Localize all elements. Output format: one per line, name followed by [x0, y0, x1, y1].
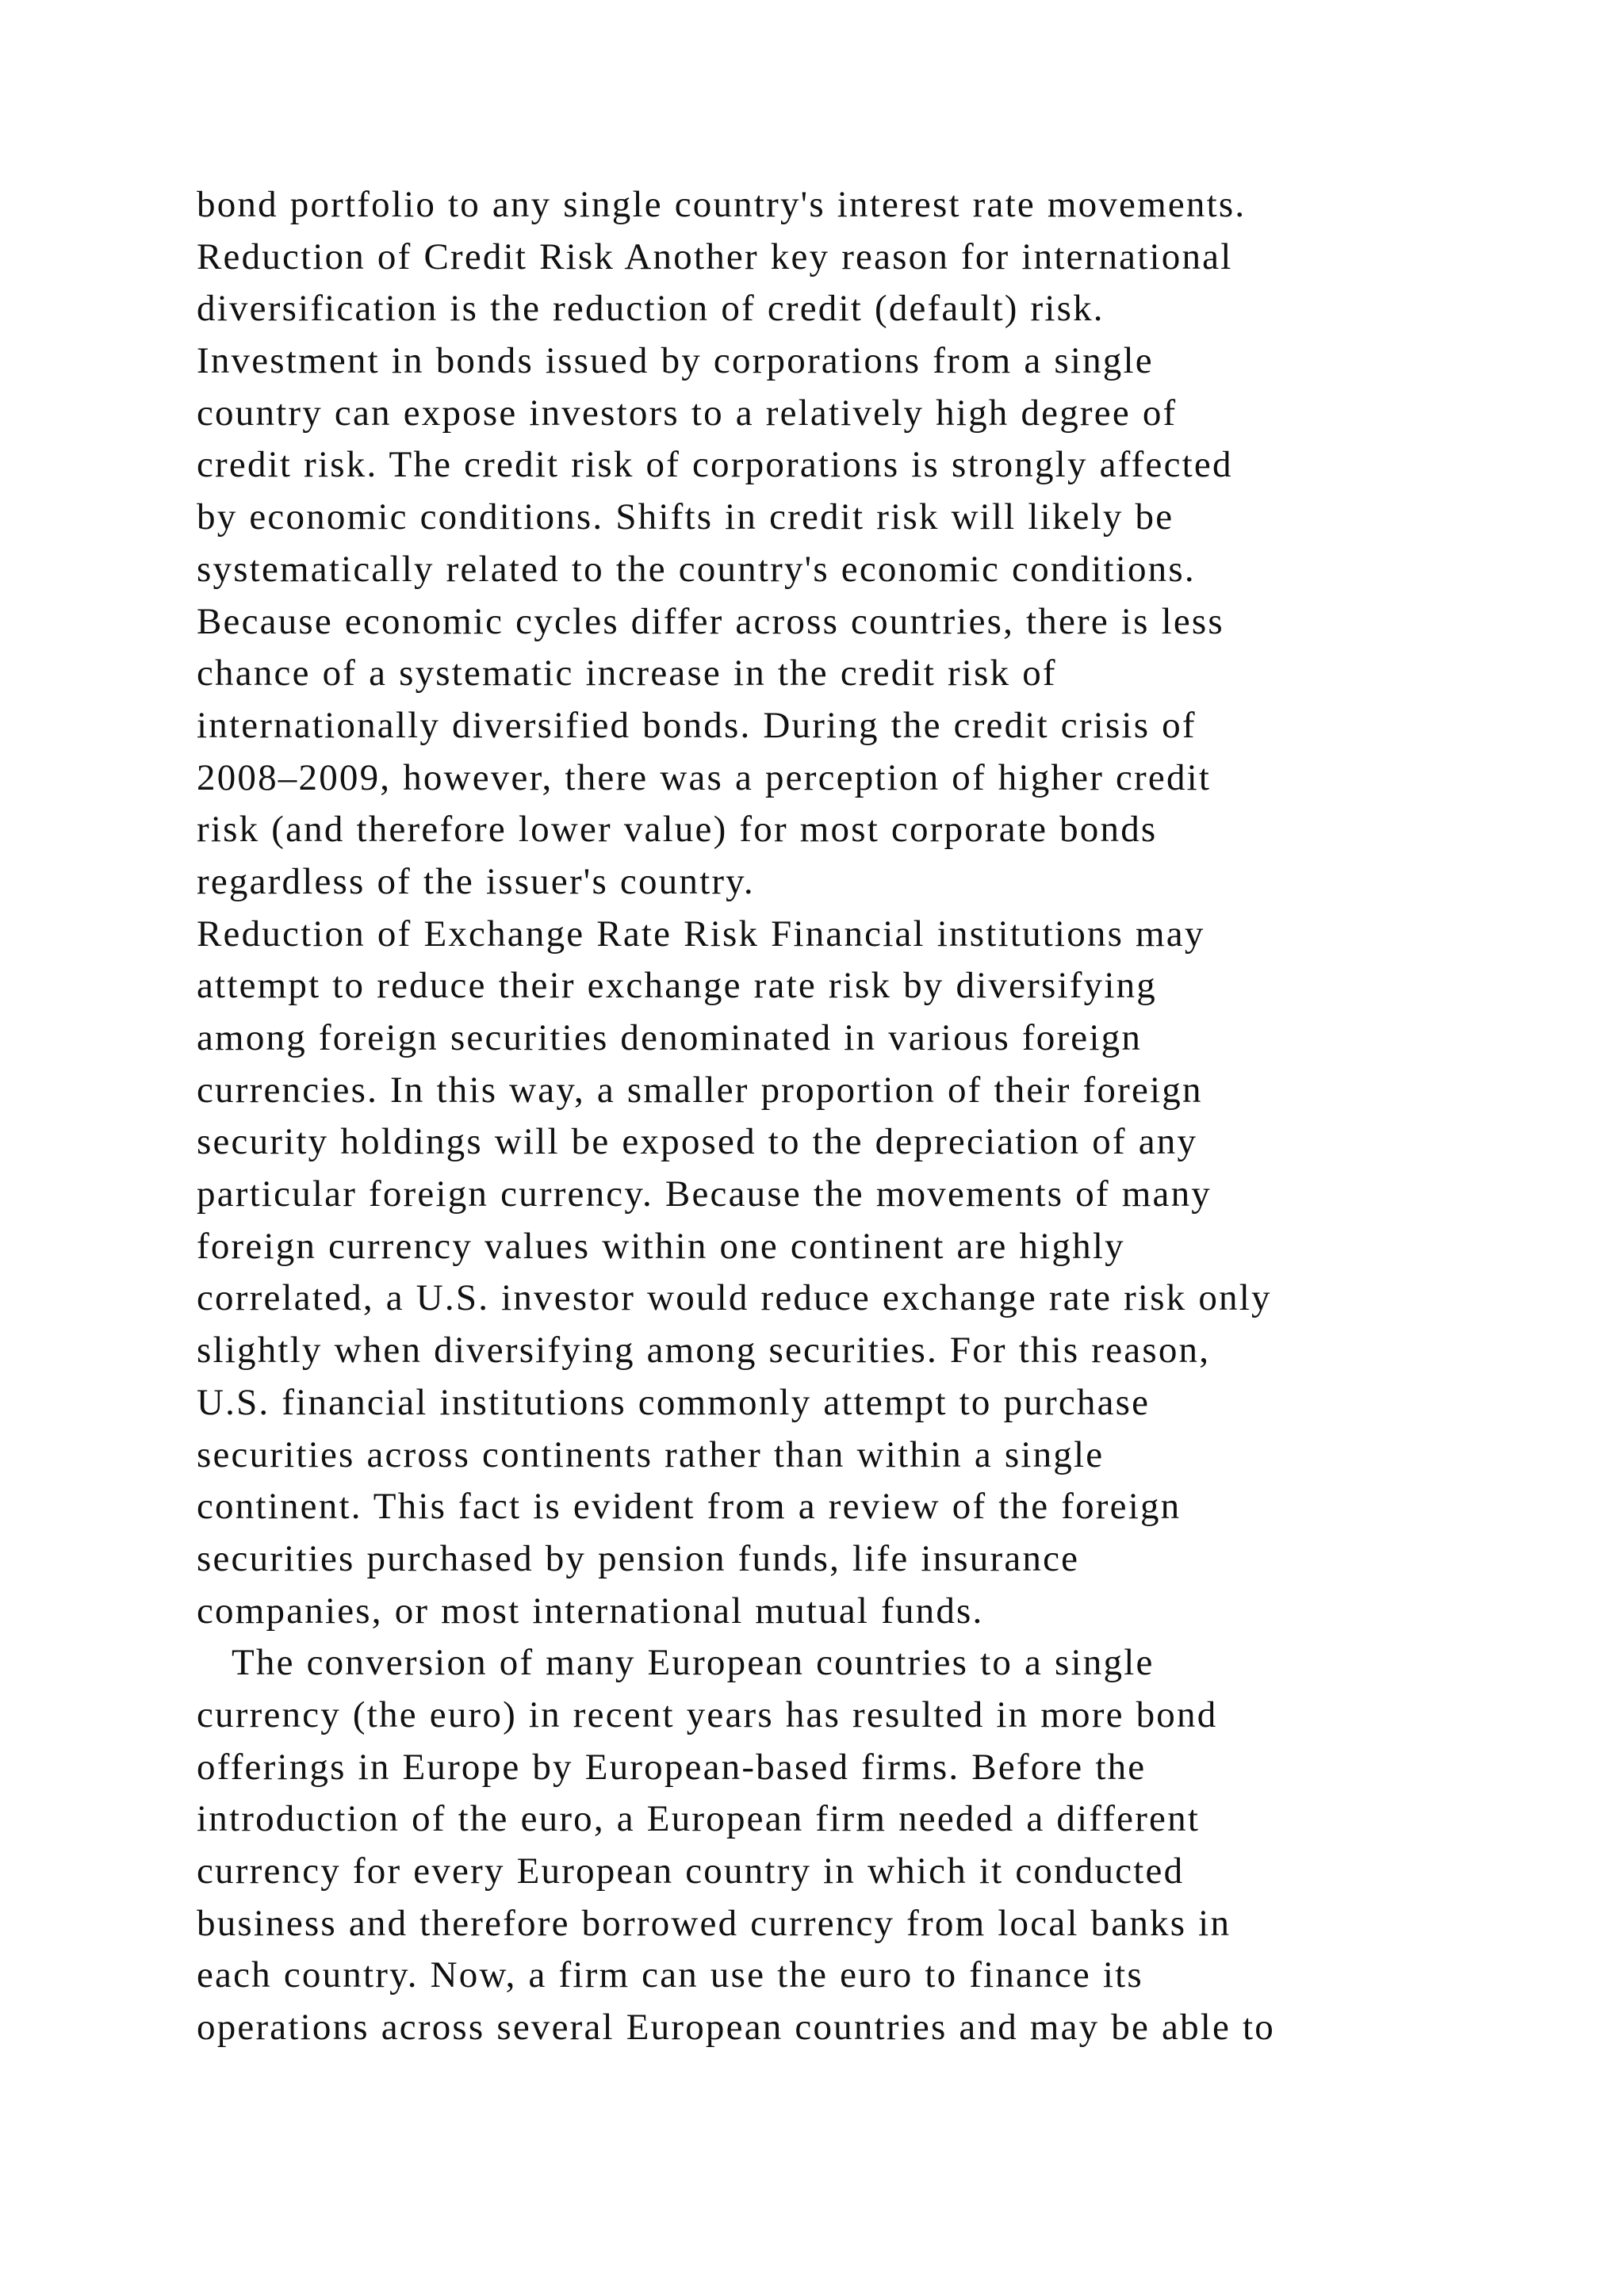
text-line: country can expose investors to a relatively high degree of	[197, 392, 1178, 434]
text-line: companies, or most international mutual funds.	[197, 1590, 984, 1632]
text-line: Investment in bonds issued by corporations from a single	[197, 340, 1154, 382]
text-line: foreign currency values within one continent are highly	[197, 1225, 1125, 1267]
text-line: securities across continents rather than within a single	[197, 1433, 1105, 1475]
text-line: bond portfolio to any single country's interest rate movements.	[197, 184, 1247, 225]
text-line: each country. Now, a firm can use the euro to finance its	[197, 1954, 1143, 1996]
text-line: currencies. In this way, a smaller proportion of their foreign	[197, 1069, 1203, 1111]
text-line: offerings in Europe by European-based firms. Before the	[197, 1746, 1147, 1788]
text-line: currency (the euro) in recent years has resulted in more bond	[197, 1693, 1218, 1735]
text-line: chance of a systematic increase in the credit risk of	[197, 652, 1057, 695]
text-line: The conversion of many European countries to a single	[197, 1642, 1155, 1684]
text-line: correlated, a U.S. investor would reduce exchange rate risk only	[197, 1277, 1272, 1319]
body-text	[197, 179, 1529, 2054]
text-line: risk (and therefore lower value) for most corporate bonds	[197, 809, 1158, 851]
text-line: Reduction of Credit Risk Another key reason for international	[197, 235, 1233, 277]
text-line: diversification is the reduction of credit (default) risk.	[197, 288, 1105, 330]
text-line: slightly when diversifying among securities. For this reason,	[197, 1330, 1211, 1372]
text-line: regardless of the issuer's country.	[197, 860, 755, 902]
text-line: introduction of the euro, a European firm needed a different	[197, 1798, 1201, 1840]
text-line: securities purchased by pension funds, life insurance	[197, 1537, 1080, 1579]
text-line: security holdings will be exposed to the depreciation of any	[197, 1121, 1198, 1163]
text-line: internationally diversified bonds. During the credit crisis of	[197, 704, 1197, 746]
text-line: credit risk. The credit risk of corporations is strongly affected	[197, 444, 1233, 486]
text-line: among foreign securities denominated in various foreign	[197, 1017, 1143, 1058]
text-line: 2008–2009, however, there was a perception of higher credit	[197, 756, 1212, 798]
text-line: U.S. financial institutions commonly attempt to purchase	[197, 1381, 1151, 1423]
text-line: continent. This fact is evident from a review of the foreign	[197, 1486, 1182, 1528]
text-line: attempt to reduce their exchange rate risk by diversifying	[197, 965, 1157, 1007]
text-line: currency for every European country in which it conducted	[197, 1850, 1185, 1892]
text-line: Reduction of Exchange Rate Risk Financial institutions may	[197, 913, 1205, 955]
text-line: by economic conditions. Shifts in credit risk will likely be	[197, 496, 1174, 538]
text-line: systematically related to the country's economic conditions.	[197, 548, 1196, 590]
text-line: operations across several European countries and may be able to	[197, 2007, 1276, 2049]
text-line: particular foreign currency. Because the movements of many	[197, 1173, 1212, 1215]
text-line: business and therefore borrowed currency from local banks in	[197, 1902, 1231, 1944]
text-line: Because economic cycles differ across countries, there is less	[197, 600, 1224, 642]
